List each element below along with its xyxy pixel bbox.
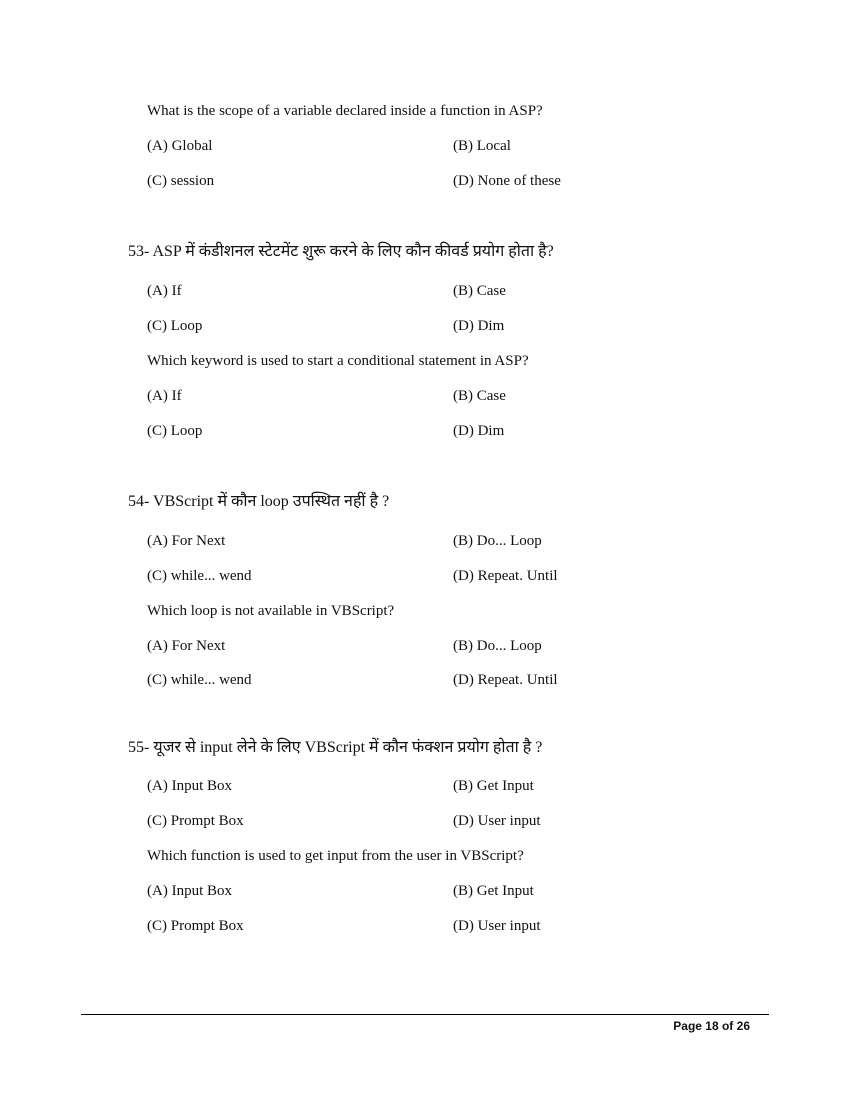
q54-en-option-c: (C) while... wend	[147, 672, 252, 688]
q55-hi-option-a: (A) Input Box	[147, 778, 232, 794]
question-55-hindi: 55- यूजर से input लेने के लिए VBScript में कौन फंक्शन प्रयोग होता है ?	[128, 739, 543, 756]
q53-en-option-a: (A) If	[147, 388, 182, 404]
question-53-hindi: 53- ASP में कंडीशनल स्टेटमेंट शुरू करने के लिए कौन कीवर्ड प्रयोग होता है?	[128, 243, 554, 260]
q54-en-option-b: (B) Do... Loop	[453, 638, 542, 654]
q55-hi-option-d: (D) User input	[453, 813, 541, 829]
q54-en-option-a: (A) For Next	[147, 638, 226, 654]
q54-hi-option-c: (C) while... wend	[147, 568, 252, 584]
q55-hi-option-b: (B) Get Input	[453, 778, 534, 794]
q54-hi-option-a: (A) For Next	[147, 533, 226, 549]
q53-en-option-b: (B) Case	[453, 388, 506, 404]
q54-en-option-d: (D) Repeat. Until	[453, 672, 558, 688]
q53-hi-option-c: (C) Loop	[147, 318, 203, 334]
q53-en-option-d: (D) Dim	[453, 423, 505, 439]
q53-hi-option-b: (B) Case	[453, 283, 506, 299]
q53-en-option-c: (C) Loop	[147, 423, 203, 439]
question-53-english: Which keyword is used to start a conditional statement in ASP?	[147, 353, 529, 369]
q53-hi-option-d: (D) Dim	[453, 318, 505, 334]
q55-en-option-a: (A) Input Box	[147, 883, 232, 899]
question-54-hindi: 54- VBScript में कौन loop उपस्थित नहीं है ?	[128, 493, 390, 510]
page-number: Page 18 of 26	[673, 1019, 750, 1033]
q53-hi-option-a: (A) If	[147, 283, 182, 299]
question-54-english: Which loop is not available in VBScript?	[147, 603, 395, 619]
q52-option-b: (B) Local	[453, 138, 511, 154]
q52-option-c: (C) session	[147, 173, 215, 189]
q55-en-option-d: (D) User input	[453, 918, 541, 934]
question-55-english: Which function is used to get input from the user in VBScript?	[147, 848, 524, 864]
q52-option-a: (A) Global	[147, 138, 213, 154]
footer-divider	[81, 1014, 769, 1015]
q52-option-d: (D) None of these	[453, 173, 561, 189]
q54-hi-option-b: (B) Do... Loop	[453, 533, 542, 549]
q55-hi-option-c: (C) Prompt Box	[147, 813, 244, 829]
q55-en-option-b: (B) Get Input	[453, 883, 534, 899]
question-52-english: What is the scope of a variable declared inside a function in ASP?	[147, 103, 543, 119]
q55-en-option-c: (C) Prompt Box	[147, 918, 244, 934]
q54-hi-option-d: (D) Repeat. Until	[453, 568, 558, 584]
